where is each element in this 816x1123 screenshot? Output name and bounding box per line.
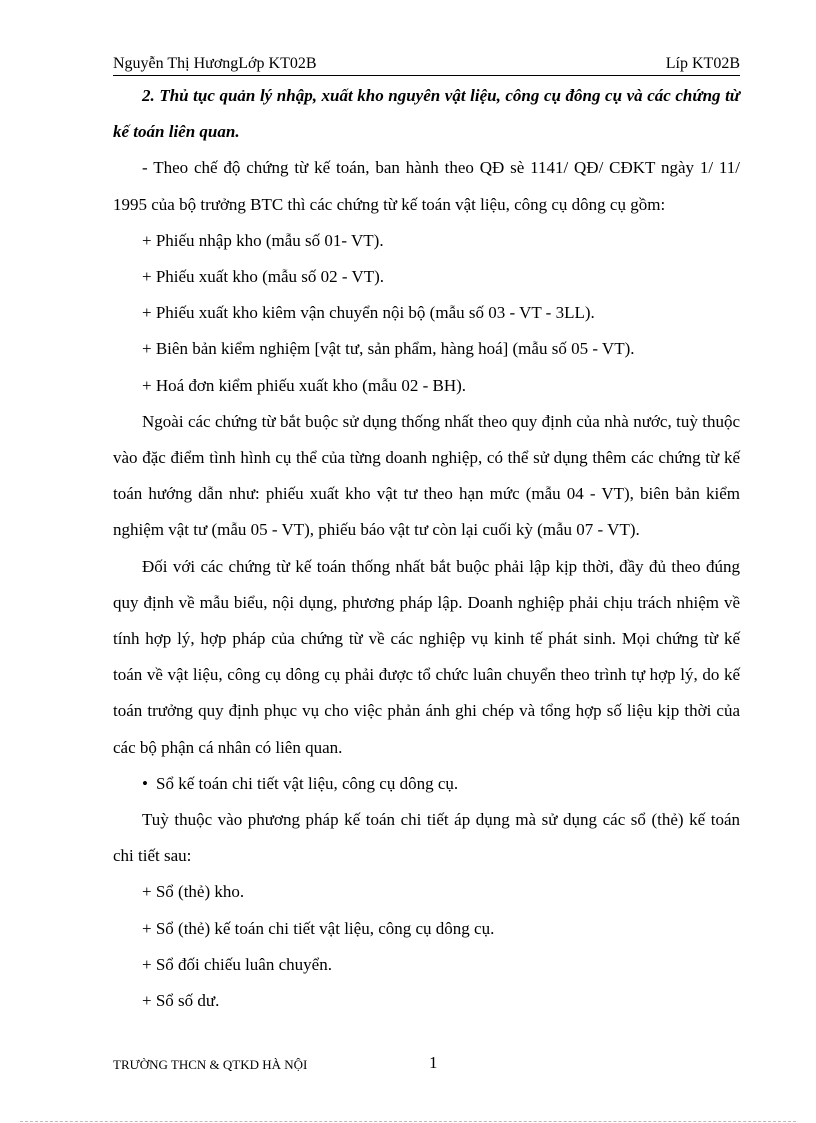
bullet-text: Sổ kế toán chi tiết vật liệu, công cụ dông cụ.	[156, 773, 459, 793]
list-item: + Sổ (thẻ) kho.	[142, 882, 245, 902]
list-item: + Biên bản kiểm nghiệm [vật tư, sản phẩm, hàng hoá] (mẫu số 05 - VT).	[142, 339, 635, 359]
required-documents-paragraph: Đối với các chứng từ kế toán thống nhất bắt buộc phải lập kịp thời, đầy đủ theo đúng quy định về mẫu biểu, nội dụng, phương pháp lập. Doanh nghiệp phải chịu trách nhiệm về tính hợp lý, hợp pháp của chứng từ về các nghiệp vụ kinh tế phát sinh. Mọi chứng từ kế toán về vật liệu, công cụ dông cụ phải được tổ chức luân chuyển theo trình tự hợp lý, do kế toán trưởng quy định phục vụ cho việc phản ánh ghi chép và tổng hợp số liệu kịp thời của các bộ phận cá nhân có liên quan.	[113, 556, 740, 757]
bullet-item	[113, 766, 740, 802]
books-list	[113, 874, 740, 1019]
list-item: + Hoá đơn kiểm phiếu xuất kho (mẫu 02 - BH).	[142, 375, 467, 395]
footer-school-name: TRƯỜNG THCN & QTKD HÀ NỘI	[113, 1057, 308, 1072]
document-list	[113, 223, 740, 404]
other-documents-paragraph: Ngoài các chứng từ bắt buộc sử dụng thống nhất theo quy định của nhà nước, tuỳ thuộc vào đặc điểm tình hình cụ thể của từng doanh nghiệp, có thể sử dụng thêm các chứng từ kế toán hướng dẫn như: phiếu xuất kho vật tư theo hạn mức (mẫu 04 - VT), biên bản kiểm nghiệm vật tư (mẫu 05 - VT), phiếu báo vật tư còn lại cuối kỳ (mẫu 07 - VT).	[113, 411, 740, 540]
bullet-icon: •	[142, 773, 148, 793]
list-item: + Sổ (thẻ) kế toán chi tiết vật liệu, công cụ dông cụ.	[142, 918, 495, 938]
list-item: + Sổ đối chiếu luân chuyển.	[142, 954, 332, 974]
header-divider	[113, 75, 740, 76]
list-item: + Phiếu xuất kho kiêm vận chuyển nội bộ (mẫu số 03 - VT - 3LL).	[142, 303, 595, 323]
document-body	[113, 78, 740, 1019]
page-number: 1	[429, 1053, 438, 1072]
header-author-class: Nguyễn Thị HươngLớp KT02B	[113, 55, 317, 72]
page-break-divider	[20, 1121, 796, 1122]
books-paragraph: Tuỳ thuộc vào phương pháp kế toán chi tiết áp dụng mà sử dụng các sổ (thẻ) kế toán chi tiết sau:	[113, 810, 740, 866]
list-item: + Phiếu xuất kho (mẫu số 02 - VT).	[142, 267, 385, 287]
header-class-code: Líp KT02B	[665, 55, 740, 72]
list-item: + Sổ số dư.	[142, 991, 220, 1011]
intro-paragraph: - Theo chế độ chứng từ kế toán, ban hành theo QĐ sè 1141/ QĐ/ CĐKT ngày 1/ 11/ 1995 của bộ trưởng BTC thì các chứng từ kế toán vật liệu, công cụ dông cụ gồm:	[113, 158, 740, 214]
section-heading: 2. Thủ tục quản lý nhập, xuất kho nguyên vật liệu, công cụ đông cụ và các chứng từ kế toán liên quan.	[113, 86, 740, 142]
list-item: + Phiếu nhập kho (mẫu số 01- VT).	[142, 230, 384, 250]
